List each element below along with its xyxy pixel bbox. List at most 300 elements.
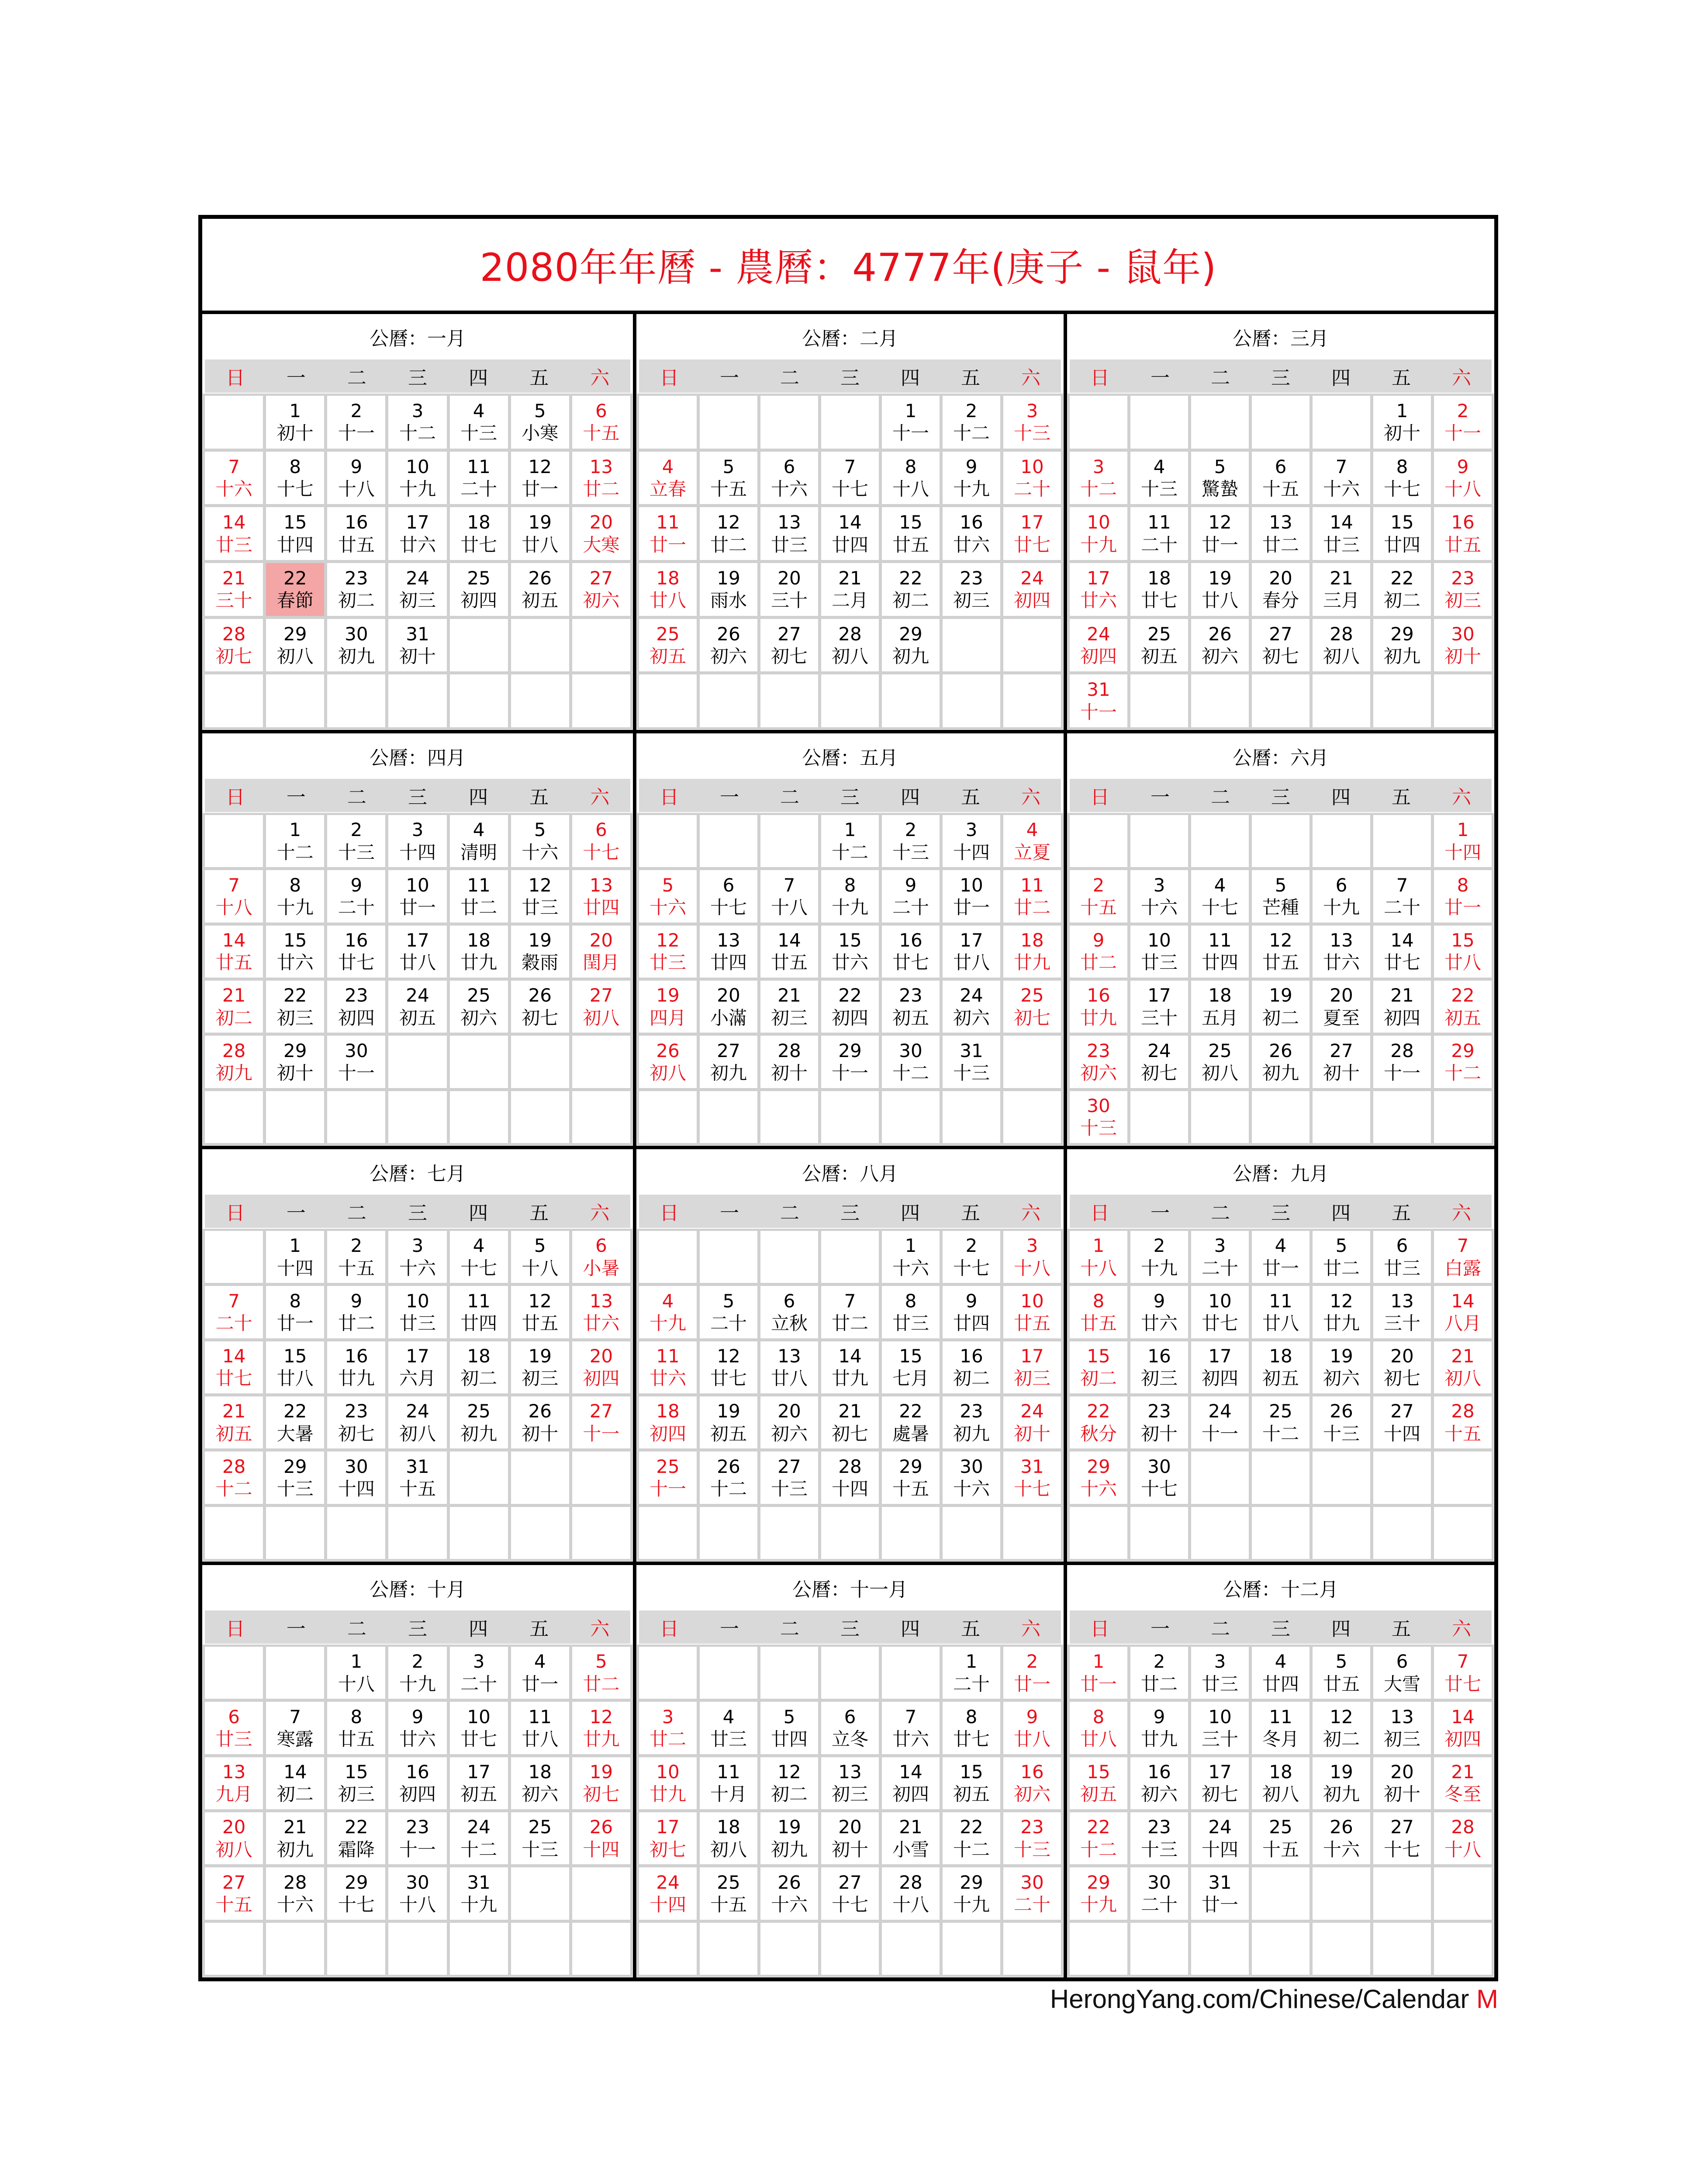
day-cell[interactable] <box>1003 1647 1061 1699</box>
day-cell[interactable] <box>572 1396 630 1448</box>
day-cell[interactable] <box>511 563 569 616</box>
day-cell[interactable] <box>1434 1396 1492 1448</box>
day-cell[interactable] <box>821 1396 879 1448</box>
day-cell[interactable] <box>882 507 940 560</box>
day-cell[interactable] <box>1313 870 1370 922</box>
day-cell[interactable] <box>821 1286 879 1338</box>
day-cell[interactable] <box>388 1396 446 1448</box>
day-cell[interactable] <box>821 1341 879 1393</box>
day-cell[interactable] <box>1130 1757 1188 1809</box>
day-cell[interactable] <box>1313 926 1370 978</box>
day-cell[interactable] <box>882 1867 940 1919</box>
day-cell[interactable] <box>821 870 879 922</box>
day-cell[interactable] <box>1130 870 1188 922</box>
day-cell[interactable] <box>511 870 569 922</box>
day-cell[interactable] <box>760 452 818 505</box>
day-cell[interactable] <box>450 1286 508 1338</box>
day-cell[interactable] <box>1252 1702 1309 1754</box>
day-cell[interactable] <box>205 619 263 672</box>
day-cell[interactable] <box>1434 1036 1492 1088</box>
day-cell[interactable] <box>205 1702 263 1754</box>
day-cell[interactable] <box>1191 507 1249 560</box>
day-cell[interactable] <box>1003 1286 1061 1338</box>
day-cell[interactable] <box>639 563 697 616</box>
day-cell[interactable] <box>760 619 818 672</box>
site-credit[interactable] <box>1050 1984 1498 2014</box>
day-cell[interactable] <box>572 1341 630 1393</box>
day-cell[interactable] <box>1130 1647 1188 1699</box>
day-cell[interactable] <box>1003 926 1061 978</box>
day-cell[interactable] <box>1252 1286 1309 1338</box>
day-cell[interactable] <box>572 1812 630 1864</box>
day-cell[interactable] <box>821 926 879 978</box>
day-cell[interactable] <box>388 1812 446 1864</box>
day-cell[interactable] <box>882 1702 940 1754</box>
day-cell[interactable] <box>327 1036 385 1088</box>
day-cell[interactable] <box>1373 981 1431 1033</box>
day-cell[interactable] <box>1070 1286 1127 1338</box>
day-cell[interactable] <box>388 1286 446 1338</box>
day-cell[interactable] <box>1373 1647 1431 1699</box>
day-cell[interactable] <box>821 1451 879 1503</box>
day-cell[interactable] <box>639 1396 697 1448</box>
day-cell[interactable] <box>1130 1286 1188 1338</box>
day-cell[interactable] <box>700 1396 757 1448</box>
day-cell[interactable] <box>1434 1812 1492 1864</box>
day-cell[interactable] <box>511 926 569 978</box>
day-cell[interactable] <box>760 1867 818 1919</box>
day-cell[interactable] <box>760 507 818 560</box>
day-cell[interactable] <box>266 1702 324 1754</box>
day-cell[interactable] <box>1313 1647 1370 1699</box>
day-cell[interactable] <box>266 1231 324 1283</box>
day-cell[interactable] <box>1373 1036 1431 1088</box>
day-cell[interactable] <box>450 1341 508 1393</box>
day-cell[interactable] <box>450 815 508 867</box>
day-cell[interactable] <box>1252 1231 1309 1283</box>
day-cell[interactable] <box>1252 452 1309 505</box>
day-cell[interactable] <box>327 926 385 978</box>
day-cell[interactable] <box>511 815 569 867</box>
day-cell[interactable] <box>700 1286 757 1338</box>
day-cell[interactable] <box>266 1867 324 1919</box>
day-cell[interactable] <box>882 563 940 616</box>
day-cell[interactable] <box>572 870 630 922</box>
day-cell[interactable] <box>388 815 446 867</box>
day-cell[interactable] <box>205 1036 263 1088</box>
day-cell[interactable] <box>882 452 940 505</box>
day-cell[interactable] <box>760 1396 818 1448</box>
day-cell[interactable] <box>388 1341 446 1393</box>
day-cell[interactable] <box>327 1647 385 1699</box>
day-cell[interactable] <box>388 1647 446 1699</box>
day-cell[interactable] <box>1070 1702 1127 1754</box>
day-cell[interactable] <box>572 815 630 867</box>
day-cell[interactable] <box>760 1036 818 1088</box>
day-cell[interactable] <box>700 981 757 1033</box>
day-cell[interactable] <box>266 1396 324 1448</box>
day-cell[interactable] <box>700 1757 757 1809</box>
day-cell[interactable] <box>1373 1341 1431 1393</box>
day-cell[interactable] <box>1252 507 1309 560</box>
day-cell[interactable] <box>266 1812 324 1864</box>
day-cell[interactable] <box>1191 563 1249 616</box>
day-cell[interactable] <box>943 1036 1000 1088</box>
day-cell[interactable] <box>1252 870 1309 922</box>
day-cell[interactable] <box>1252 619 1309 672</box>
day-cell[interactable] <box>700 452 757 505</box>
day-cell[interactable] <box>943 1286 1000 1338</box>
day-cell[interactable] <box>821 1036 879 1088</box>
day-cell[interactable] <box>572 926 630 978</box>
day-cell[interactable] <box>1434 870 1492 922</box>
day-cell[interactable] <box>1003 1757 1061 1809</box>
day-cell[interactable] <box>1373 1812 1431 1864</box>
day-cell[interactable] <box>700 870 757 922</box>
day-cell[interactable] <box>572 1702 630 1754</box>
day-cell[interactable] <box>1434 815 1492 867</box>
day-cell[interactable] <box>1434 1647 1492 1699</box>
day-cell[interactable] <box>388 452 446 505</box>
day-cell[interactable] <box>450 1396 508 1448</box>
day-cell[interactable] <box>1252 1812 1309 1864</box>
day-cell[interactable] <box>821 507 879 560</box>
day-cell[interactable] <box>266 1451 324 1503</box>
day-cell[interactable] <box>1252 563 1309 616</box>
day-cell[interactable] <box>1373 870 1431 922</box>
day-cell[interactable] <box>760 1702 818 1754</box>
day-cell[interactable] <box>700 926 757 978</box>
day-cell[interactable] <box>1313 1231 1370 1283</box>
day-cell[interactable] <box>450 563 508 616</box>
day-cell[interactable] <box>1191 1396 1249 1448</box>
day-cell[interactable] <box>572 396 630 449</box>
day-cell[interactable] <box>943 1757 1000 1809</box>
day-cell[interactable] <box>639 981 697 1033</box>
day-cell[interactable] <box>943 815 1000 867</box>
day-cell[interactable] <box>1252 926 1309 978</box>
day-cell[interactable] <box>572 452 630 505</box>
day-cell[interactable] <box>1070 1396 1127 1448</box>
day-cell[interactable] <box>760 563 818 616</box>
day-cell[interactable] <box>266 1341 324 1393</box>
day-cell[interactable] <box>450 1867 508 1919</box>
day-cell[interactable] <box>700 1036 757 1088</box>
day-cell[interactable] <box>700 1341 757 1393</box>
day-cell[interactable] <box>572 1231 630 1283</box>
day-cell[interactable] <box>388 396 446 449</box>
day-cell[interactable] <box>943 563 1000 616</box>
day-cell[interactable] <box>943 1867 1000 1919</box>
day-cell[interactable] <box>205 1451 263 1503</box>
day-cell[interactable] <box>1434 1757 1492 1809</box>
day-cell[interactable] <box>1003 1341 1061 1393</box>
day-cell[interactable] <box>511 396 569 449</box>
day-cell[interactable] <box>388 1867 446 1919</box>
day-cell[interactable] <box>1003 563 1061 616</box>
day-cell[interactable] <box>943 396 1000 449</box>
day-cell[interactable] <box>821 1757 879 1809</box>
day-cell[interactable] <box>205 926 263 978</box>
day-cell[interactable] <box>700 619 757 672</box>
day-cell[interactable] <box>327 1286 385 1338</box>
day-cell[interactable] <box>266 815 324 867</box>
day-cell[interactable] <box>760 1757 818 1809</box>
day-cell[interactable] <box>882 815 940 867</box>
day-cell[interactable] <box>327 452 385 505</box>
day-cell[interactable] <box>1070 1036 1127 1088</box>
day-cell[interactable] <box>882 1231 940 1283</box>
day-cell[interactable] <box>511 1647 569 1699</box>
day-cell[interactable] <box>450 507 508 560</box>
day-cell[interactable] <box>943 926 1000 978</box>
day-cell[interactable] <box>205 507 263 560</box>
day-cell[interactable] <box>1070 926 1127 978</box>
day-cell[interactable] <box>205 1286 263 1338</box>
day-cell[interactable] <box>1434 981 1492 1033</box>
day-cell[interactable] <box>327 1702 385 1754</box>
day-cell[interactable] <box>1070 1812 1127 1864</box>
day-cell[interactable] <box>388 563 446 616</box>
day-cell[interactable] <box>205 1757 263 1809</box>
day-cell[interactable] <box>821 815 879 867</box>
day-cell[interactable] <box>450 1647 508 1699</box>
day-cell[interactable] <box>1070 1231 1127 1283</box>
day-cell[interactable] <box>327 1757 385 1809</box>
day-cell[interactable] <box>1191 870 1249 922</box>
day-cell[interactable] <box>882 870 940 922</box>
day-cell[interactable] <box>1130 452 1188 505</box>
day-cell[interactable] <box>943 1702 1000 1754</box>
day-cell[interactable] <box>1070 1091 1127 1143</box>
day-cell[interactable] <box>882 619 940 672</box>
day-cell[interactable] <box>1070 619 1127 672</box>
day-cell[interactable] <box>1191 1702 1249 1754</box>
day-cell[interactable] <box>943 1451 1000 1503</box>
day-cell[interactable] <box>639 870 697 922</box>
day-cell[interactable] <box>1252 1647 1309 1699</box>
day-cell[interactable] <box>639 1757 697 1809</box>
day-cell[interactable] <box>511 1231 569 1283</box>
day-cell[interactable] <box>450 1757 508 1809</box>
day-cell[interactable] <box>1313 1812 1370 1864</box>
day-cell[interactable] <box>1130 507 1188 560</box>
day-cell[interactable] <box>1313 1396 1370 1448</box>
day-cell[interactable] <box>700 1451 757 1503</box>
day-cell[interactable] <box>1373 1702 1431 1754</box>
day-cell[interactable] <box>1130 1812 1188 1864</box>
day-cell[interactable] <box>1373 563 1431 616</box>
day-cell[interactable] <box>1373 396 1431 449</box>
day-cell[interactable] <box>1070 674 1127 727</box>
day-cell[interactable] <box>327 1812 385 1864</box>
day-cell[interactable] <box>639 1867 697 1919</box>
day-cell[interactable] <box>1130 1702 1188 1754</box>
day-cell[interactable] <box>1434 452 1492 505</box>
day-cell[interactable] <box>1130 1036 1188 1088</box>
day-cell[interactable] <box>266 1757 324 1809</box>
day-cell[interactable] <box>1434 1702 1492 1754</box>
day-cell[interactable] <box>1252 981 1309 1033</box>
day-cell[interactable] <box>639 507 697 560</box>
day-cell[interactable] <box>1003 396 1061 449</box>
day-cell[interactable] <box>1191 619 1249 672</box>
day-cell[interactable] <box>1434 926 1492 978</box>
day-cell[interactable] <box>266 563 324 616</box>
day-cell[interactable] <box>1191 1036 1249 1088</box>
day-cell[interactable] <box>266 981 324 1033</box>
day-cell[interactable] <box>639 1036 697 1088</box>
day-cell[interactable] <box>450 981 508 1033</box>
day-cell[interactable] <box>1070 1451 1127 1503</box>
day-cell[interactable] <box>1313 619 1370 672</box>
day-cell[interactable] <box>1434 396 1492 449</box>
day-cell[interactable] <box>1434 1341 1492 1393</box>
day-cell[interactable] <box>1313 452 1370 505</box>
day-cell[interactable] <box>1130 1341 1188 1393</box>
day-cell[interactable] <box>327 870 385 922</box>
day-cell[interactable] <box>821 619 879 672</box>
day-cell[interactable] <box>1191 1757 1249 1809</box>
day-cell[interactable] <box>388 1451 446 1503</box>
day-cell[interactable] <box>821 1812 879 1864</box>
day-cell[interactable] <box>639 1451 697 1503</box>
day-cell[interactable] <box>1070 981 1127 1033</box>
day-cell[interactable] <box>327 507 385 560</box>
day-cell[interactable] <box>1003 1451 1061 1503</box>
day-cell[interactable] <box>1373 926 1431 978</box>
day-cell[interactable] <box>1003 981 1061 1033</box>
day-cell[interactable] <box>639 452 697 505</box>
day-cell[interactable] <box>1070 452 1127 505</box>
day-cell[interactable] <box>943 1647 1000 1699</box>
day-cell[interactable] <box>1191 926 1249 978</box>
day-cell[interactable] <box>388 1231 446 1283</box>
day-cell[interactable] <box>1003 452 1061 505</box>
day-cell[interactable] <box>700 1702 757 1754</box>
day-cell[interactable] <box>450 396 508 449</box>
day-cell[interactable] <box>572 1286 630 1338</box>
day-cell[interactable] <box>943 981 1000 1033</box>
day-cell[interactable] <box>205 870 263 922</box>
day-cell[interactable] <box>1434 563 1492 616</box>
day-cell[interactable] <box>205 1867 263 1919</box>
day-cell[interactable] <box>1130 1451 1188 1503</box>
day-cell[interactable] <box>639 926 697 978</box>
day-cell[interactable] <box>1373 1286 1431 1338</box>
day-cell[interactable] <box>1130 563 1188 616</box>
day-cell[interactable] <box>511 452 569 505</box>
day-cell[interactable] <box>700 1812 757 1864</box>
day-cell[interactable] <box>760 1286 818 1338</box>
day-cell[interactable] <box>1373 1231 1431 1283</box>
day-cell[interactable] <box>388 870 446 922</box>
day-cell[interactable] <box>266 452 324 505</box>
day-cell[interactable] <box>943 870 1000 922</box>
day-cell[interactable] <box>266 1036 324 1088</box>
day-cell[interactable] <box>327 1451 385 1503</box>
day-cell[interactable] <box>327 981 385 1033</box>
day-cell[interactable] <box>1434 619 1492 672</box>
day-cell[interactable] <box>821 981 879 1033</box>
day-cell[interactable] <box>639 619 697 672</box>
day-cell[interactable] <box>450 926 508 978</box>
day-cell[interactable] <box>882 981 940 1033</box>
day-cell[interactable] <box>760 926 818 978</box>
day-cell[interactable] <box>1191 1231 1249 1283</box>
day-cell[interactable] <box>760 1812 818 1864</box>
day-cell[interactable] <box>266 870 324 922</box>
day-cell[interactable] <box>1373 507 1431 560</box>
day-cell[interactable] <box>327 815 385 867</box>
day-cell[interactable] <box>1313 507 1370 560</box>
day-cell[interactable] <box>511 1757 569 1809</box>
day-cell[interactable] <box>760 1451 818 1503</box>
day-cell[interactable] <box>205 563 263 616</box>
day-cell[interactable] <box>1130 1867 1188 1919</box>
day-cell[interactable] <box>943 1396 1000 1448</box>
day-cell[interactable] <box>1313 1757 1370 1809</box>
day-cell[interactable] <box>511 1702 569 1754</box>
day-cell[interactable] <box>266 1286 324 1338</box>
day-cell[interactable] <box>1003 870 1061 922</box>
day-cell[interactable] <box>1003 1812 1061 1864</box>
day-cell[interactable] <box>700 563 757 616</box>
day-cell[interactable] <box>1313 981 1370 1033</box>
day-cell[interactable] <box>572 507 630 560</box>
day-cell[interactable] <box>327 619 385 672</box>
day-cell[interactable] <box>760 981 818 1033</box>
day-cell[interactable] <box>388 926 446 978</box>
day-cell[interactable] <box>1313 1341 1370 1393</box>
day-cell[interactable] <box>266 926 324 978</box>
day-cell[interactable] <box>1130 981 1188 1033</box>
day-cell[interactable] <box>1313 1286 1370 1338</box>
day-cell[interactable] <box>1434 1286 1492 1338</box>
day-cell[interactable] <box>450 870 508 922</box>
day-cell[interactable] <box>327 1396 385 1448</box>
day-cell[interactable] <box>1003 1396 1061 1448</box>
day-cell[interactable] <box>1434 1231 1492 1283</box>
day-cell[interactable] <box>1313 1702 1370 1754</box>
day-cell[interactable] <box>1003 1231 1061 1283</box>
day-cell[interactable] <box>1252 1341 1309 1393</box>
day-cell[interactable] <box>1003 1702 1061 1754</box>
day-cell[interactable] <box>1373 619 1431 672</box>
day-cell[interactable] <box>511 507 569 560</box>
day-cell[interactable] <box>639 1812 697 1864</box>
day-cell[interactable] <box>205 1341 263 1393</box>
day-cell[interactable] <box>1191 1341 1249 1393</box>
day-cell[interactable] <box>1003 1867 1061 1919</box>
day-cell[interactable] <box>882 396 940 449</box>
day-cell[interactable] <box>1130 1396 1188 1448</box>
day-cell[interactable] <box>882 926 940 978</box>
day-cell[interactable] <box>1070 563 1127 616</box>
day-cell[interactable] <box>821 1702 879 1754</box>
day-cell[interactable] <box>639 1341 697 1393</box>
day-cell[interactable] <box>700 1867 757 1919</box>
day-cell[interactable] <box>1130 926 1188 978</box>
day-cell[interactable] <box>205 981 263 1033</box>
day-cell[interactable] <box>388 1702 446 1754</box>
day-cell[interactable] <box>1130 1231 1188 1283</box>
day-cell[interactable] <box>450 1702 508 1754</box>
day-cell[interactable] <box>1373 1396 1431 1448</box>
day-cell[interactable] <box>821 452 879 505</box>
day-cell[interactable] <box>450 1812 508 1864</box>
day-cell[interactable] <box>1373 452 1431 505</box>
